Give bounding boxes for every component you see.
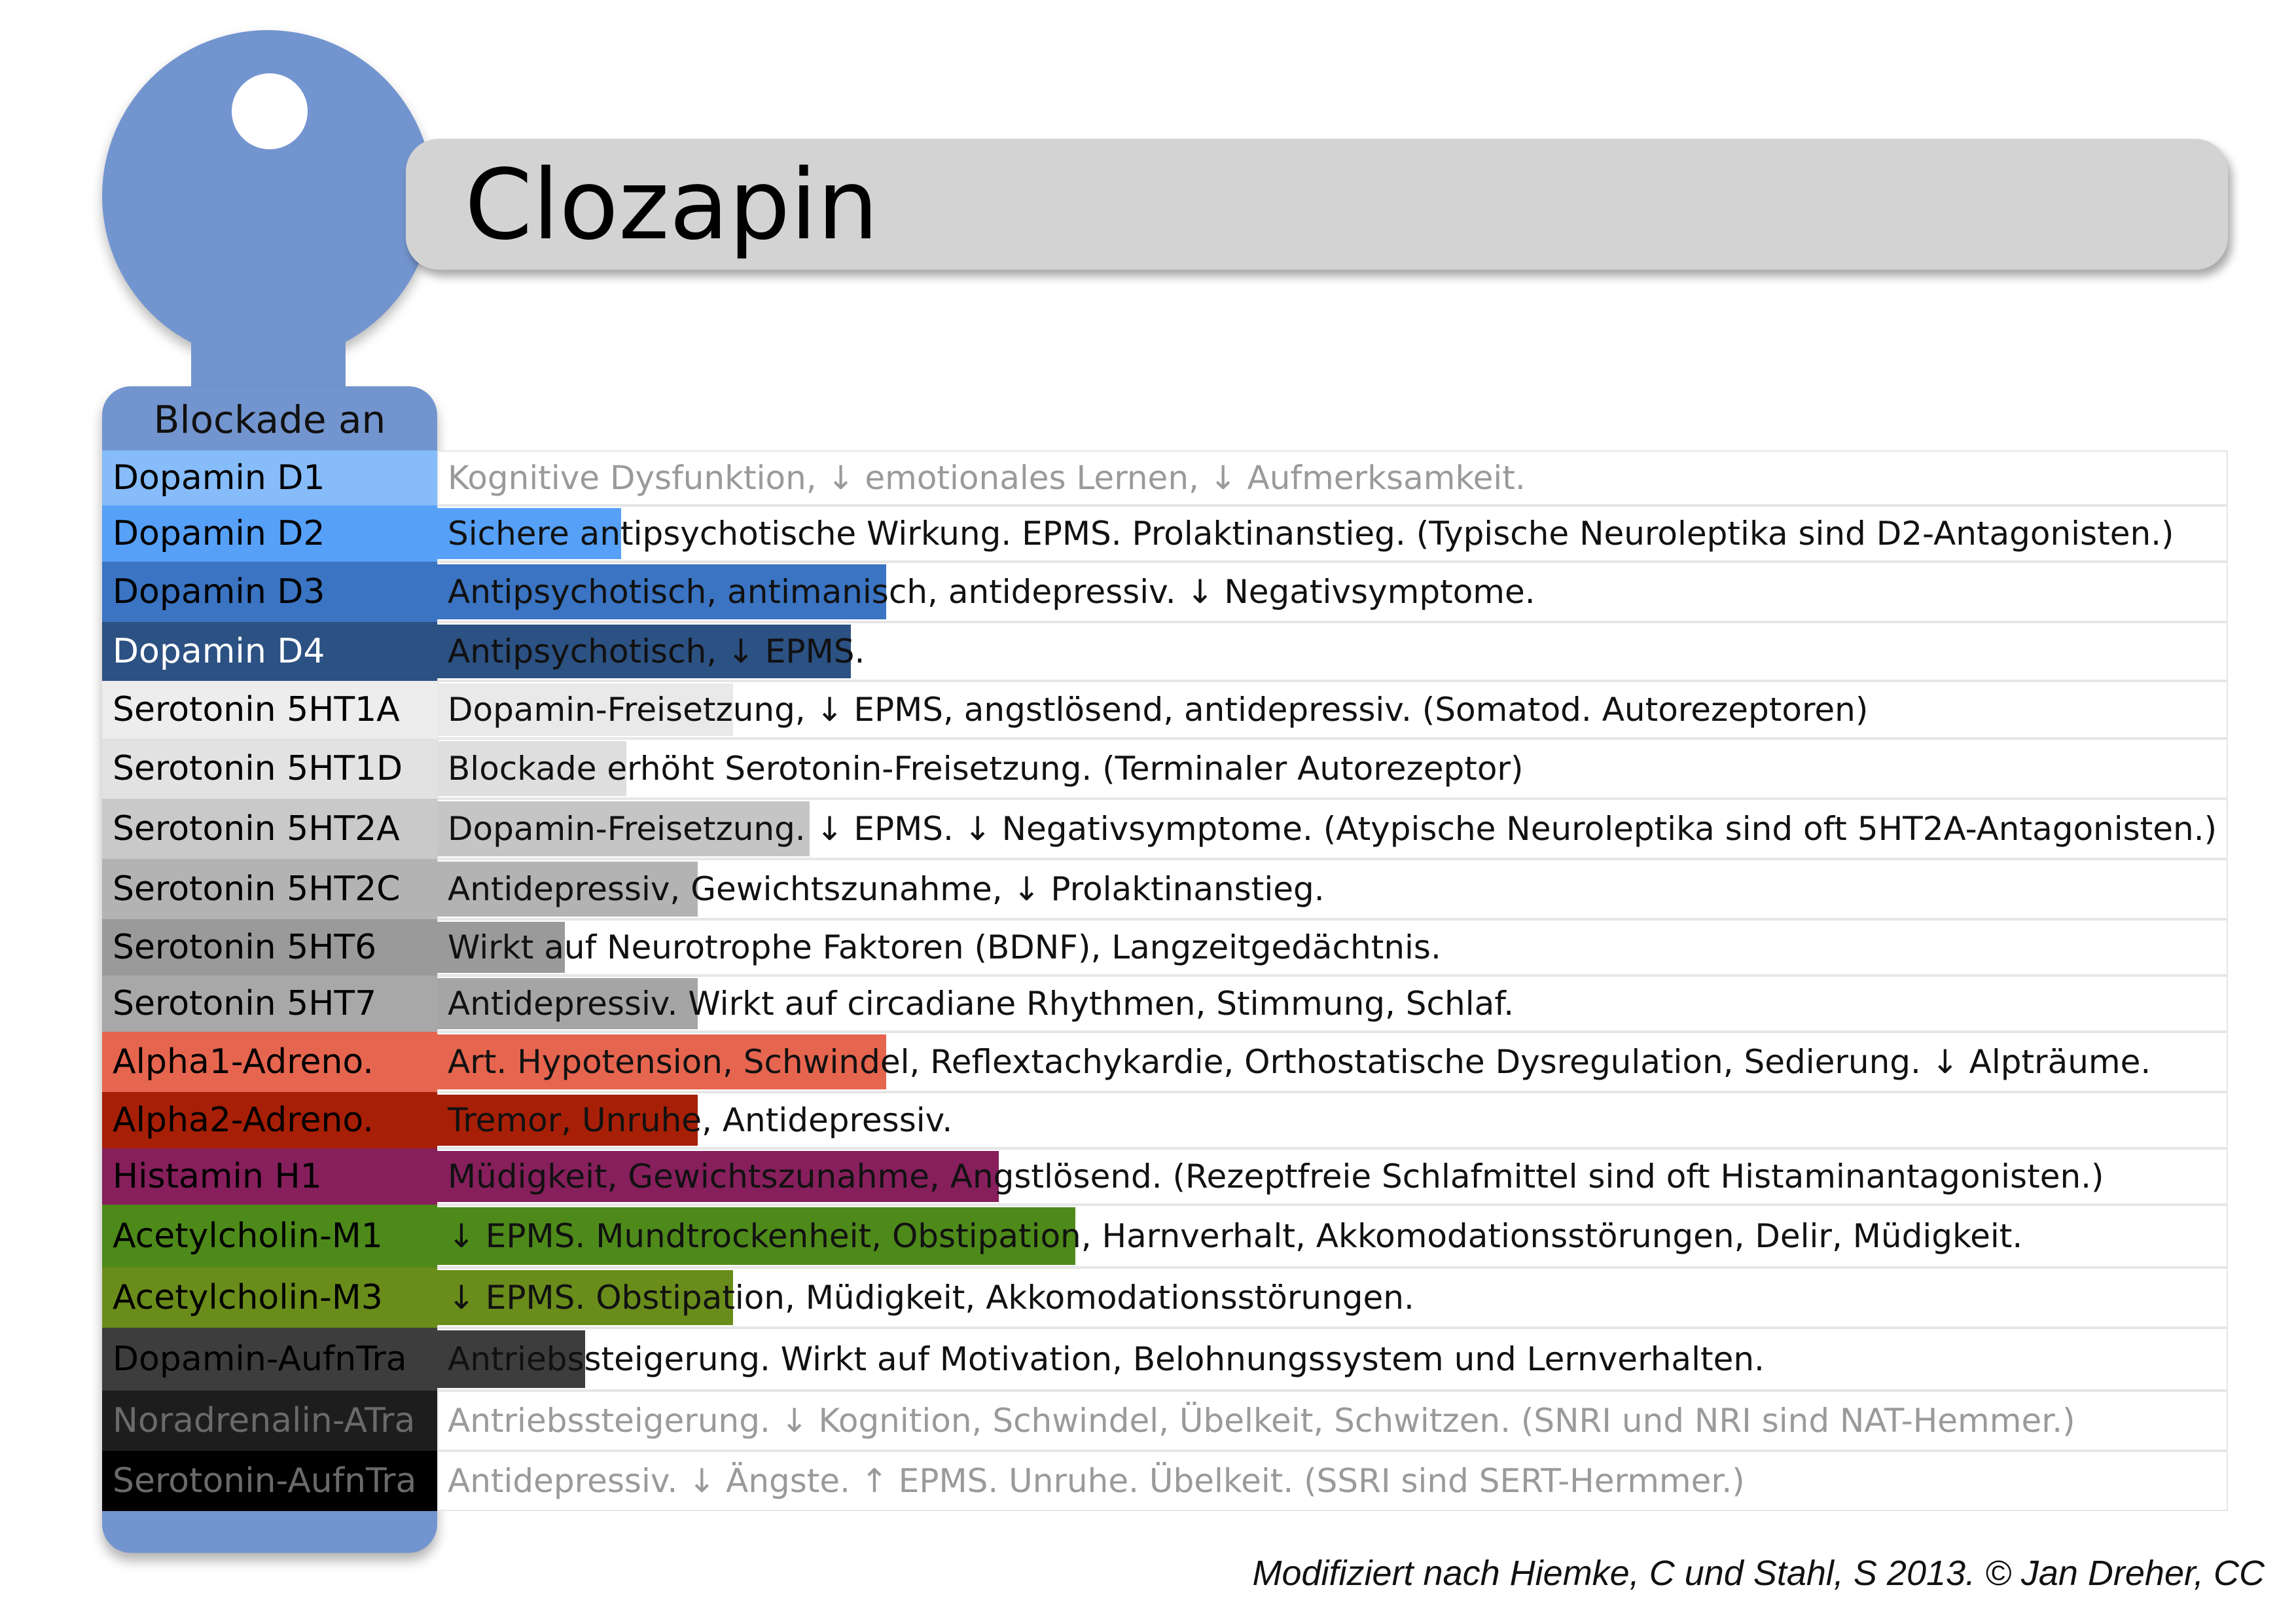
effect-text: Dopamin-Freisetzung, ↓ EPMS, angstlösend, antidepressiv. (Somatod. Autorezeptoren) [448, 691, 1869, 729]
receptor-label: Acetylcholin-M3 [102, 1267, 437, 1328]
effect-text: Antidepressiv. Wirkt auf circadiane Rhythmen, Stimmung, Schlaf. [448, 985, 1515, 1023]
effect-text: Dopamin-Freisetzung. ↓ EPMS. ↓ Negativsymptome. (Atypische Neuroleptika sind oft 5HT2A-Antagonisten.) [448, 810, 2217, 848]
receptor-label: Dopamin D1 [102, 450, 437, 505]
receptor-label: Serotonin 5HT7 [102, 976, 437, 1032]
effect-text: Antidepressiv, Gewichtszunahme, ↓ Prolaktinanstieg. [448, 870, 1325, 908]
column-header-label: Blockade an [153, 397, 386, 442]
effect-text: Müdigkeit, Gewichtszunahme, Angstlösend. (Rezeptfreie Schlafmittel sind oft Histaminantagonisten.) [448, 1158, 2104, 1195]
effect-text: Antipsychotisch, ↓ EPMS. [448, 632, 865, 670]
receptor-label: Dopamin D2 [102, 505, 437, 562]
effect-text: Tremor, Unruhe, Antidepressiv. [448, 1101, 953, 1139]
receptor-label: Noradrenalin-ATra [102, 1391, 437, 1451]
receptor-label: Serotonin 5HT2C [102, 859, 437, 919]
receptor-label: Alpha2-Adreno. [102, 1092, 437, 1148]
effect-text: Sichere antipsychotische Wirkung. EPMS. Prolaktinanstieg. (Typische Neuroleptika sind D2-Antagonisten.) [448, 515, 2174, 553]
receptor-label: Dopamin-AufnTra [102, 1328, 437, 1391]
page-title: Clozapin [465, 149, 879, 261]
effect-text: Antipsychotisch, antimanisch, antidepressiv. ↓ Negativsymptome. [448, 573, 1535, 611]
receptor-label: Serotonin 5HT1A [102, 681, 437, 739]
effect-text: Wirkt auf Neurotrophe Faktoren (BDNF), Langzeitgedächtnis. [448, 928, 1441, 966]
effect-text: ↓ EPMS. Obstipation, Müdigkeit, Akkomodationsstörungen. [448, 1279, 1414, 1317]
receptor-label: Serotonin 5HT6 [102, 919, 437, 976]
receptor-label: Serotonin 5HT1D [102, 739, 437, 799]
effect-text: Art. Hypotension, Schwindel, Reflextachykardie, Orthostatische Dysregulation, Sedierung. ↓ Alpträume. [448, 1043, 2151, 1081]
effect-text: ↓ EPMS. Mundtrockenheit, Obstipation, Harnverhalt, Akkomodationsstörungen, Delir, Müdigkeit. [448, 1217, 2023, 1255]
receptor-label: Dopamin D3 [102, 562, 437, 622]
receptor-label: Serotonin 5HT2A [102, 799, 437, 859]
effect-text: Antriebssteigerung. ↓ Kognition, Schwindel, Übelkeit, Schwitzen. (SNRI und NRI sind NAT-Hemmer.) [448, 1402, 2075, 1440]
receptor-label: Acetylcholin-M1 [102, 1205, 437, 1267]
receptor-label: Dopamin D4 [102, 622, 437, 681]
effect-text: Blockade erhöht Serotonin-Freisetzung. (Terminaler Autorezeptor) [448, 750, 1524, 788]
receptor-label: Alpha1-Adreno. [102, 1032, 437, 1092]
receptor-label: Histamin H1 [102, 1148, 437, 1205]
effect-text: Antriebssteigerung. Wirkt auf Motivation, Belohnungssystem und Lernverhalten. [448, 1340, 1765, 1378]
effect-text: Antidepressiv. ↓ Ängste. ↑ EPMS. Unruhe. Übelkeit. (SSRI sind SERT-Hermmer.) [448, 1462, 1745, 1500]
footer-credit: Modifiziert nach Hiemke, C und Stahl, S 2013. © Jan Dreher, CC [1252, 1554, 2265, 1593]
effect-text: Kognitive Dysfunktion, ↓ emotionales Lernen, ↓ Aufmerksamkeit. [448, 459, 1526, 497]
receptor-label: Serotonin-AufnTra [102, 1451, 437, 1511]
